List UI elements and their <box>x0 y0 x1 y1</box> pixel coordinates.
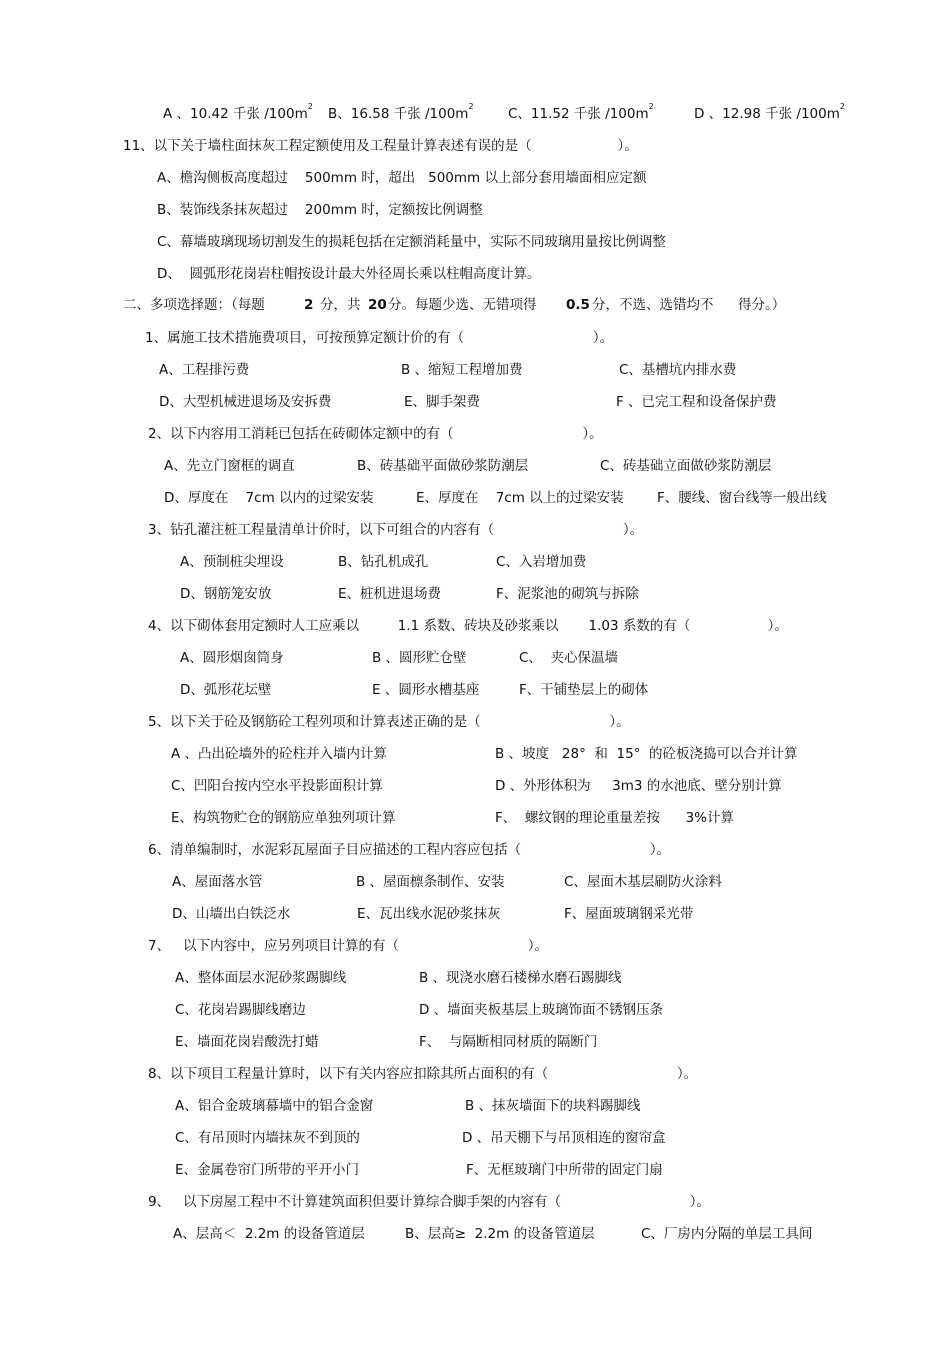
option-row <box>0 585 950 603</box>
question-stem: 9、 以下房屋工程中不计算建筑面积但要计算综合脚手架的内容有（ ）。 <box>148 1194 710 1210</box>
option: A、工程排污费 <box>159 362 250 378</box>
option: C、厂房内分隔的单层工具间 <box>641 1226 813 1242</box>
question-stem: 1、属施工技术措施费项目，可按预算定额计价的有（ ）。 <box>145 330 614 346</box>
option-row <box>0 393 950 411</box>
option: A、预制桩尖埋设 <box>180 554 284 570</box>
q11-option: D、 圆弧形花岗岩柱帽按设计最大外径周长乘以柱帽高度计算。 <box>157 266 541 282</box>
option-row <box>0 1001 950 1019</box>
option: B 、坡度 28° 和 15° 的砼板浇捣可以合并计算 <box>495 746 798 762</box>
option: A、先立门窗框的调直 <box>164 458 295 474</box>
option-row <box>0 745 950 763</box>
option: B、砖基础平面做砂浆防潮层 <box>357 458 529 474</box>
option-row <box>0 1161 950 1179</box>
option-row <box>0 1097 950 1115</box>
option-row <box>0 969 950 987</box>
option: E、厚度在 7cm 以上的过梁安装 <box>416 490 624 506</box>
question-stem: 6、清单编制时，水泥彩瓦屋面子目应描述的工程内容应包括（ ）。 <box>148 842 671 858</box>
question-stem: 3、钻孔灌注桩工程量清单计价时，以下可组合的内容有（ ）。 <box>148 522 644 538</box>
option: C、凹阳台按内空水平投影面积计算 <box>171 778 383 794</box>
section-2-heading: 二、多项选择题：（每题 2 分，共 20 分。每题少选、无错项得 0.5 分，不选、选错均不 得分。） <box>123 297 786 313</box>
q11-option: B、装饰线条抹灰超过 200mm 时，定额按比例调整 <box>157 202 483 218</box>
option-row <box>0 1033 950 1051</box>
option: D、钢筋笼安放 <box>180 586 272 602</box>
option-row <box>0 489 950 507</box>
option: D 、墙面夹板基层上玻璃饰面不锈钢压条 <box>419 1002 664 1018</box>
prev-option-b: B、16.58 千张 $/100m^2$ <box>328 102 474 122</box>
option-row <box>0 777 950 795</box>
option: A、圆形烟囱筒身 <box>180 650 284 666</box>
question-stem: 4、以下砌体套用定额时人工应乘以 1.1 系数、砖块及砂浆乘以 1.03 系数的有（ ）。 <box>148 618 788 634</box>
q11-option: A、檐沟侧板高度超过 500mm 时，超出 500mm 以上部分套用墙面相应定额 <box>157 170 647 186</box>
option: A、整体面层水泥砂浆踢脚线 <box>175 970 347 986</box>
option: F、 与隔断相同材质的隔断门 <box>419 1034 598 1050</box>
option: F、屋面玻璃钢采光带 <box>564 906 694 922</box>
q11-option: C、幕墙玻璃现场切割发生的损耗包括在定额消耗量中，实际不同玻璃用量按比例调整 <box>157 234 666 250</box>
option: C、花岗岩踢脚线磨边 <box>175 1002 306 1018</box>
q11-stem: 11、以下关于墙柱面抹灰工程定额使用及工程量计算表述有误的是（ ）。 <box>123 138 638 154</box>
option: B 、屋面檩条制作、安装 <box>356 874 505 890</box>
option: C、基槽坑内排水费 <box>619 362 737 378</box>
option: D、弧形花坛壁 <box>180 682 272 698</box>
option: F、泥浆池的砌筑与拆除 <box>496 586 639 602</box>
option: E、金属卷帘门所带的平开小门 <box>175 1162 360 1178</box>
prev-options-row <box>0 102 950 123</box>
option: D、山墙出白铁泛水 <box>172 906 291 922</box>
option: F、无框玻璃门中所带的固定门扇 <box>466 1162 663 1178</box>
option-row <box>0 1129 950 1147</box>
option: B 、抹灰墙面下的块料踢脚线 <box>465 1098 641 1114</box>
option: F、 螺纹钢的理论重量差按 3%计算 <box>495 810 735 826</box>
option: B 、圆形贮仓壁 <box>372 650 467 666</box>
option: D、厚度在 7cm 以内的过梁安装 <box>164 490 374 506</box>
option-row <box>0 361 950 379</box>
prev-option-c: C、11.52 千张 $/100m^2$ <box>508 102 654 122</box>
question-stem: 7、 以下内容中，应另列项目计算的有（ ）。 <box>148 938 548 954</box>
option: E、脚手架费 <box>404 394 481 410</box>
option: F、腰线、窗台线等一般出线 <box>657 490 827 506</box>
option-row <box>0 553 950 571</box>
option: C、有吊顶时内墙抹灰不到顶的 <box>175 1130 360 1146</box>
option: D 、吊天棚下与吊顶相连的窗帘盒 <box>462 1130 666 1146</box>
option: B、钻孔机成孔 <box>338 554 429 570</box>
option-row <box>0 1225 950 1243</box>
option: C、砖基础立面做砂浆防潮层 <box>600 458 772 474</box>
option-row <box>0 681 950 699</box>
option-row <box>0 809 950 827</box>
option: A、铝合金玻璃幕墙中的铝合金窗 <box>175 1098 374 1114</box>
option: E、瓦出线水泥砂浆抹灰 <box>357 906 501 922</box>
option: E、构筑物贮仓的钢筋应单独列项计算 <box>171 810 396 826</box>
option: E、桩机进退场费 <box>338 586 442 602</box>
option: A、层高＜ 2.2m 的设备管道层 <box>173 1226 365 1242</box>
prev-option-a: A 、10.42 千张 $/100m^2$ <box>163 102 313 122</box>
option-row <box>0 873 950 891</box>
option: B 、现浇水磨石楼梯水磨石踢脚线 <box>419 970 622 986</box>
option: B、层高≥ 2.2m 的设备管道层 <box>405 1226 595 1242</box>
option-row <box>0 649 950 667</box>
option: D 、外形体积为 3m3 的水池底、壁分别计算 <box>495 778 782 794</box>
option: C、屋面木基层刷防火涂料 <box>564 874 722 890</box>
option: B 、缩短工程增加费 <box>401 362 523 378</box>
option: C、入岩增加费 <box>496 554 587 570</box>
option: A、屋面落水管 <box>172 874 263 890</box>
prev-option-d: D 、12.98 千张 $/100m^2$ <box>694 102 845 122</box>
option: A 、凸出砼墙外的砼柱并入墙内计算 <box>171 746 388 762</box>
option: D、大型机械进退场及安拆费 <box>159 394 332 410</box>
question-stem: 5、以下关于砼及钢筋砼工程列项和计算表述正确的是（ ）。 <box>148 714 630 730</box>
option-row <box>0 457 950 475</box>
option: E、墙面花岗岩酸洗打蜡 <box>175 1034 319 1050</box>
question-stem: 2、以下内容用工消耗已包括在砖砌体定额中的有（ ）。 <box>148 426 603 442</box>
option: F、干铺垫层上的砌体 <box>519 682 649 698</box>
option: E 、圆形水槽基座 <box>372 682 480 698</box>
option: C、 夹心保温墙 <box>519 650 619 666</box>
option-row <box>0 905 950 923</box>
question-stem: 8、以下项目工程量计算时，以下有关内容应扣除其所占面积的有（ ）。 <box>148 1066 698 1082</box>
option: F 、已完工程和设备保护费 <box>616 394 777 410</box>
